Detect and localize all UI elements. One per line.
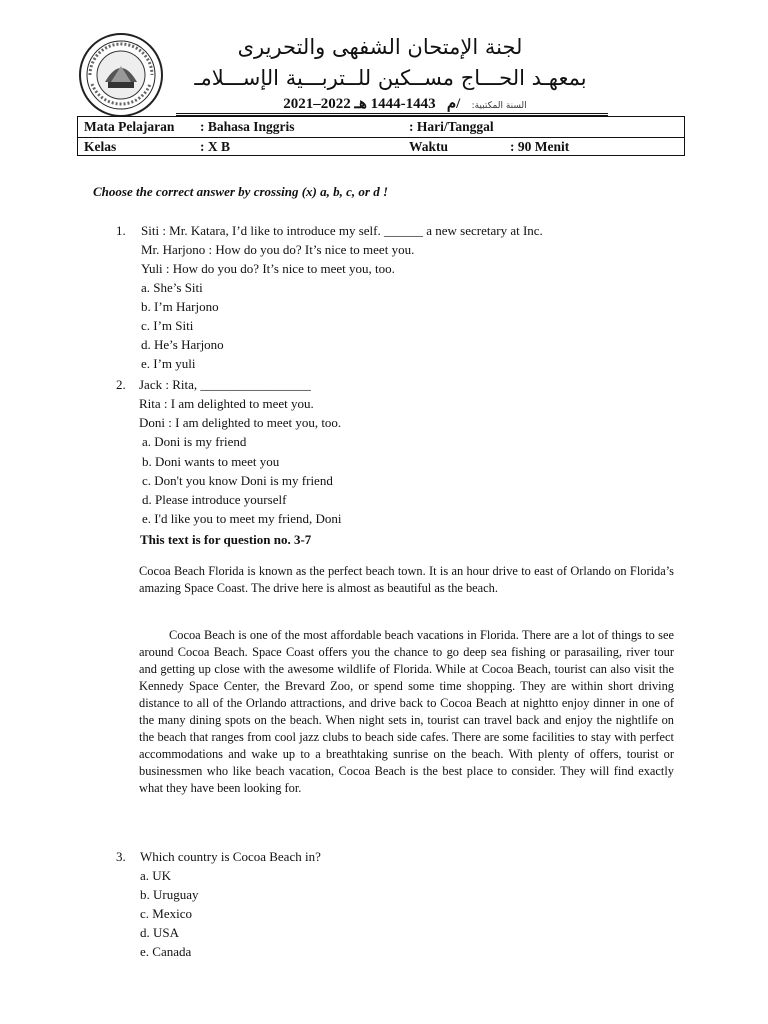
answer-option-a[interactable]: a. UK: [140, 868, 172, 883]
school-logo-icon: [78, 32, 164, 118]
passage-paragraph-2: [139, 627, 674, 797]
info-row: [78, 117, 684, 138]
answer-option-e[interactable]: e. I'd like you to meet my friend, Doni: [142, 511, 342, 526]
subject-label: Mata Pelajaran: [84, 119, 175, 134]
answer-option-d[interactable]: d. USA: [140, 925, 180, 940]
header-divider: [176, 113, 608, 114]
answer-option-b[interactable]: b. I’m Harjono: [141, 299, 219, 314]
class-label: Kelas: [84, 139, 117, 154]
answer-option-c[interactable]: c. Mexico: [140, 906, 192, 921]
arabic-institute-name: بمعهـد الحـــاج مســكين للــتربـــية الإســـلامـ: [194, 66, 587, 90]
question-number: 3.: [116, 849, 126, 864]
dialogue-line: Rita : I am delighted to meet you.: [139, 396, 314, 411]
dialogue-line: Yuli : How do you do? It’s nice to meet you, too.: [141, 261, 395, 276]
question-text: Which country is Cocoa Beach in?: [140, 849, 321, 864]
answer-option-c[interactable]: c. I’m Siti: [141, 318, 194, 333]
dialogue-line: Siti : Mr. Katara, I’d like to introduce my self. ______ a new secretary at Inc.: [141, 223, 543, 238]
arabic-committee-title: لجنة الإمتحان الشفهى والتحريرى: [237, 35, 523, 59]
answer-option-d[interactable]: d. He’s Harjono: [141, 337, 224, 352]
question-number: 1.: [116, 223, 126, 238]
time-value: : 90 Menit: [510, 139, 570, 154]
subject-value: : Bahasa Inggris: [200, 119, 295, 134]
year-gregorian: 2021–2022 م: [283, 96, 457, 112]
answer-option-b[interactable]: b. Doni wants to meet you: [142, 454, 280, 469]
passage-heading: This text is for question no. 3-7: [140, 532, 312, 547]
answer-option-a[interactable]: a. Doni is my friend: [142, 434, 247, 449]
answer-option-a[interactable]: a. She’s Siti: [141, 280, 203, 295]
time-label: Waktu: [409, 139, 449, 154]
day-label: : Hari/Tanggal: [409, 119, 494, 134]
dialogue-line: Doni : I am delighted to meet you, too.: [139, 415, 342, 430]
answer-option-d[interactable]: d. Please introduce yourself: [142, 492, 287, 507]
paragraph-text: Cocoa Beach is one of the most affordable beach vacations in Florida. There are a lot of things to see around Cocoa Beach. Space Coast offers you the chance to go deep sea fishing or parasailing, river tour and getting up close with the awesome wildlife of Florida. While at Cocoa Beach, tourist can also visit the Kennedy Space Center, the Brevard Zoo, or spend some time shopping. They are within short driving distance to all of the Orlando attractions, and drive back to Cocoa Beach at nightto enjoy dinner in one of the many dining spots on the beach. When night sets in, tourist can travel back and enjoy the nightlife on the beach that ranges from cool jazz clubs to beach side cafes. There are some facilities to stay with perfect accommodations and wake up to a breathtaking sunrise on the beach. With plenty of offers, tourist or businessmen who like beach vacation, Cocoa Beach is the best place to consider. They will find exactly what they have been looking for.: [139, 628, 674, 795]
class-value: : X B: [200, 139, 230, 154]
dialogue-line: Mr. Harjono : How do you do? It’s nice to meet you.: [141, 242, 415, 257]
answer-option-e[interactable]: e. I’m yuli: [141, 356, 196, 371]
academic-year: [240, 95, 570, 115]
dialogue-line: Jack : Rita, _________________: [139, 377, 311, 392]
instruction: Choose the correct answer by crossing (x) a, b, c, or d !: [93, 184, 389, 199]
exam-info-table: [77, 116, 685, 156]
answer-option-b[interactable]: b. Uruguay: [140, 887, 199, 902]
question-number: 2.: [116, 377, 126, 392]
year-label: السنة المكتبية:: [471, 101, 527, 111]
answer-option-c[interactable]: c. Don't you know Doni is my friend: [142, 473, 333, 488]
year-hijri: 1443-1444 هـ/: [354, 96, 461, 112]
passage-paragraph-1: Cocoa Beach Florida is known as the perfect beach town. It is an hour drive to east of Orlando on Florida’s amazing Space Coast. The drive here is almost as beautiful as the beach.: [139, 564, 674, 595]
info-row: [78, 137, 684, 157]
answer-option-e[interactable]: e. Canada: [140, 944, 192, 959]
